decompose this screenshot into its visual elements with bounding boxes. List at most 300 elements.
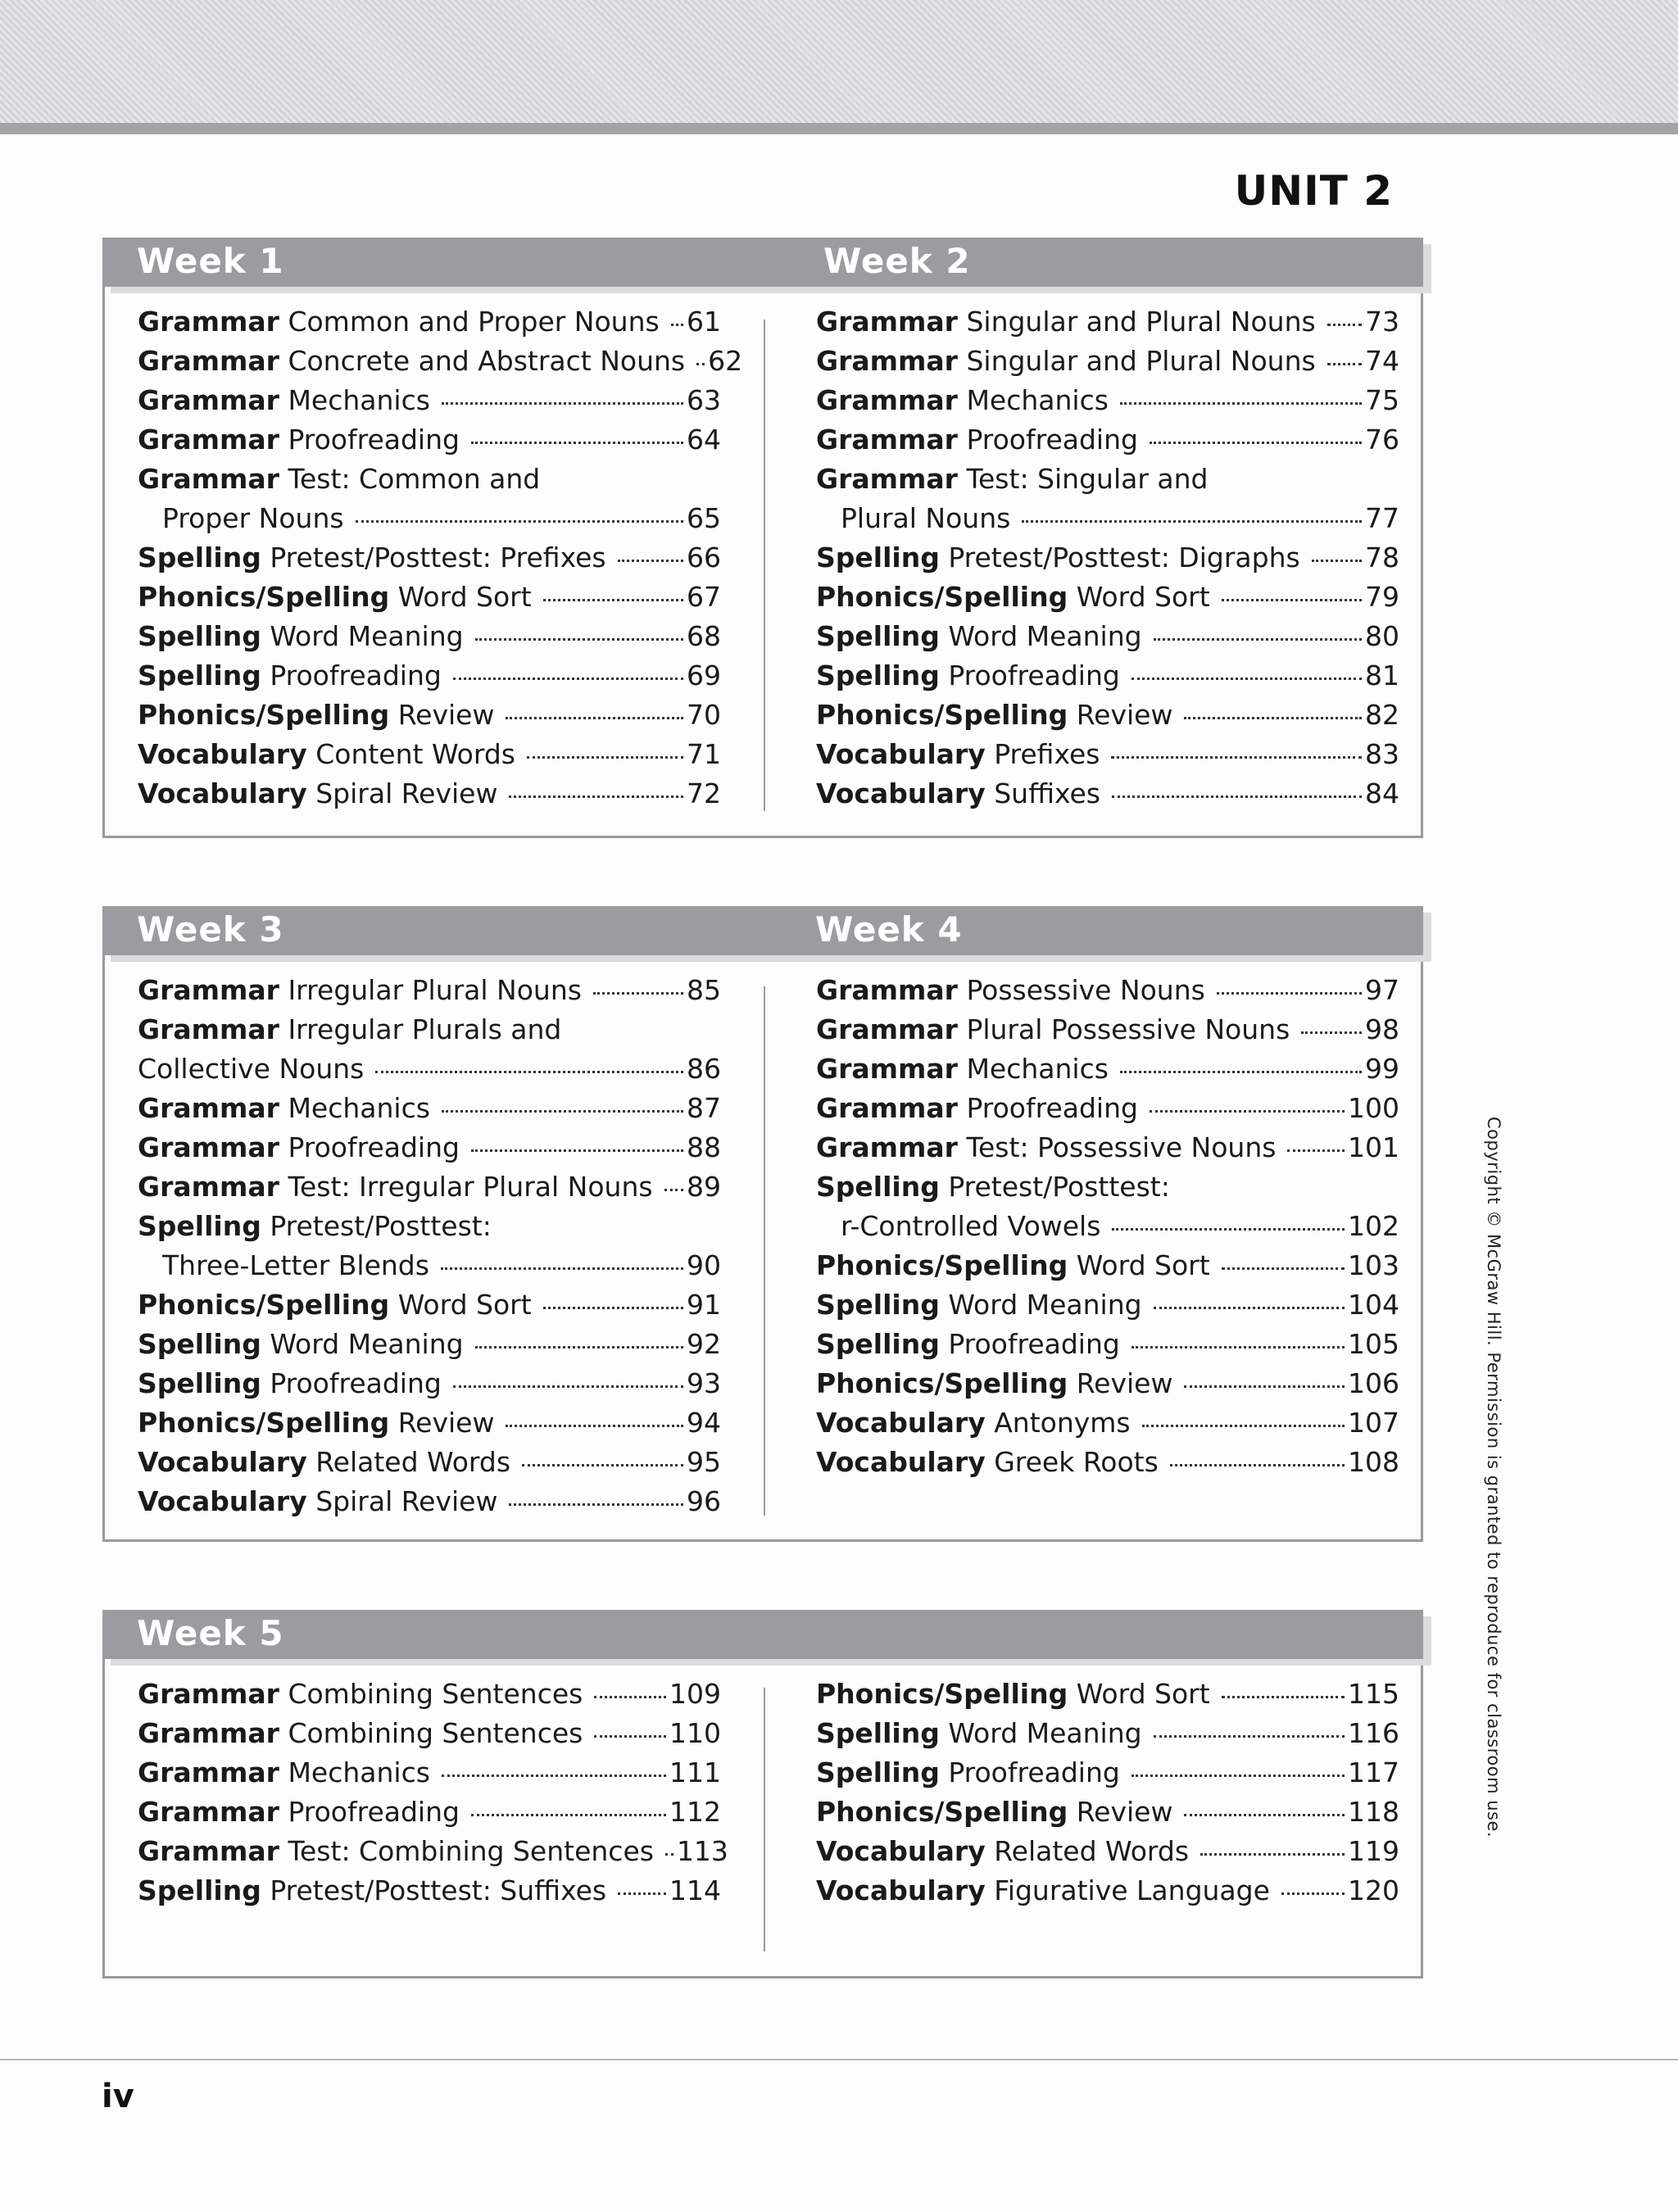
toc-entry bbox=[138, 1753, 721, 1793]
dot-leader bbox=[356, 519, 683, 523]
dot-leader bbox=[594, 1734, 666, 1738]
toc-entry-page: 98 bbox=[1365, 1013, 1399, 1045]
dot-leader bbox=[618, 558, 683, 562]
dot-leader bbox=[1327, 322, 1362, 326]
toc-entry bbox=[816, 460, 1399, 538]
toc-entry-category: Grammar bbox=[138, 1678, 279, 1710]
toc-entry-page: 77 bbox=[1365, 502, 1399, 534]
toc-entry-page: 117 bbox=[1348, 1756, 1399, 1788]
toc-entry-title: Test: Common and bbox=[288, 463, 541, 495]
toc-entry bbox=[816, 1246, 1399, 1285]
dot-leader bbox=[1184, 1384, 1345, 1388]
toc-entry-category: Grammar bbox=[816, 345, 958, 377]
toc-entry-title: Prefixes bbox=[994, 738, 1100, 770]
week-title: Week 2 bbox=[823, 241, 971, 281]
toc-entry-title: Irregular Plural Nouns bbox=[288, 974, 582, 1006]
toc-entry-category: Vocabulary bbox=[138, 1485, 307, 1517]
dot-leader bbox=[671, 322, 683, 326]
toc-entry-category: Phonics/Spelling bbox=[816, 699, 1068, 731]
toc-entry bbox=[816, 1832, 1399, 1871]
dot-leader bbox=[1132, 676, 1362, 680]
toc-entry-page: 105 bbox=[1348, 1328, 1399, 1360]
toc-entry-title: Proofreading bbox=[948, 660, 1120, 691]
toc-entry-page: 91 bbox=[687, 1289, 721, 1321]
toc-entry-title: Test: Possessive Nouns bbox=[966, 1131, 1277, 1163]
toc-entry bbox=[138, 460, 721, 538]
toc-entry-title: Mechanics bbox=[966, 384, 1109, 416]
toc-entry-page: 82 bbox=[1365, 699, 1399, 731]
dot-leader bbox=[1154, 1734, 1345, 1738]
dot-leader bbox=[1154, 637, 1362, 641]
toc-entry-page: 85 bbox=[687, 974, 721, 1006]
dot-leader bbox=[453, 676, 683, 680]
toc-entry bbox=[816, 1167, 1399, 1246]
toc-entry-category: Phonics/Spelling bbox=[138, 699, 390, 731]
week-box-3-4 bbox=[102, 906, 1423, 1542]
toc-entry-page: 61 bbox=[687, 306, 721, 338]
dot-leader bbox=[1120, 1069, 1362, 1073]
week-header bbox=[102, 906, 1423, 955]
toc-entry-category: Spelling bbox=[138, 1210, 261, 1242]
toc-column bbox=[138, 302, 743, 814]
toc-entry bbox=[816, 971, 1399, 1010]
toc-entry bbox=[816, 1403, 1399, 1443]
dot-leader bbox=[1301, 1030, 1362, 1034]
toc-column bbox=[816, 1675, 1399, 1911]
toc-entry-page: 114 bbox=[669, 1874, 721, 1906]
toc-entry-page: 110 bbox=[669, 1717, 721, 1749]
toc-entry-title: Word Sort bbox=[1076, 1678, 1210, 1710]
toc-entry-category: Phonics/Spelling bbox=[816, 1249, 1068, 1281]
toc-entry-title: Common and Proper Nouns bbox=[288, 306, 660, 338]
toc-entry-title: Pretest/Posttest: Suffixes bbox=[270, 1874, 607, 1906]
toc-entry-category: Grammar bbox=[816, 1013, 958, 1045]
toc-entry-title: Greek Roots bbox=[994, 1446, 1159, 1478]
toc-entry bbox=[816, 1714, 1399, 1753]
toc-entry-category: Vocabulary bbox=[816, 777, 986, 809]
toc-entry bbox=[138, 1325, 721, 1364]
toc-entry-title: Review bbox=[397, 1407, 495, 1439]
dot-leader bbox=[618, 1891, 666, 1895]
toc-entry-title: Word Meaning bbox=[270, 1328, 464, 1360]
toc-entry-title: Mechanics bbox=[966, 1053, 1109, 1085]
dot-leader bbox=[1287, 1148, 1345, 1152]
toc-entry-title: Review bbox=[397, 699, 495, 731]
toc-entry bbox=[816, 735, 1399, 774]
toc-entry-title: Word Meaning bbox=[270, 620, 464, 652]
toc-entry bbox=[138, 1443, 721, 1482]
toc-entry-page: 69 bbox=[687, 660, 721, 691]
toc-entry-title: Test: Combining Sentences bbox=[288, 1835, 654, 1867]
toc-entry-category: Vocabulary bbox=[816, 1446, 986, 1478]
dot-leader bbox=[1217, 990, 1362, 995]
toc-entry-category: Phonics/Spelling bbox=[816, 1367, 1068, 1399]
toc-entry-page: 74 bbox=[1365, 345, 1399, 377]
toc-entry-title: Mechanics bbox=[288, 1092, 430, 1124]
toc-entry-category: Spelling bbox=[816, 620, 940, 652]
toc-entry-page: 67 bbox=[687, 581, 721, 613]
toc-entry bbox=[138, 1364, 721, 1403]
toc-entry-category: Phonics/Spelling bbox=[138, 1289, 390, 1321]
dot-leader bbox=[442, 401, 683, 405]
toc-entry bbox=[138, 381, 721, 420]
toc-entry-page: 101 bbox=[1348, 1131, 1399, 1163]
toc-entry-page: 97 bbox=[1365, 974, 1399, 1006]
toc-entry-title: Pretest/Posttest: Prefixes bbox=[270, 542, 606, 573]
toc-entry-page: 102 bbox=[1348, 1210, 1399, 1242]
toc-entry bbox=[816, 420, 1399, 460]
week-title: Week 3 bbox=[137, 909, 284, 950]
toc-entry bbox=[138, 1010, 721, 1089]
week-header bbox=[102, 238, 1423, 287]
dot-leader bbox=[506, 715, 683, 719]
toc-entry-title: Concrete and Abstract Nouns bbox=[288, 345, 686, 377]
dot-leader bbox=[506, 1423, 683, 1427]
toc-entry bbox=[816, 696, 1399, 735]
dot-leader bbox=[471, 1148, 683, 1152]
toc-entry bbox=[138, 696, 721, 735]
toc-entry bbox=[138, 656, 721, 696]
toc-entry-page: 64 bbox=[687, 424, 721, 456]
toc-entry bbox=[138, 1285, 721, 1325]
dot-leader bbox=[509, 1502, 683, 1506]
dot-leader bbox=[527, 755, 683, 759]
toc-entry-category: Grammar bbox=[138, 1131, 279, 1163]
toc-entry-page: 65 bbox=[687, 502, 721, 534]
toc-entry-page: 72 bbox=[687, 777, 721, 809]
toc-entry-title: Possessive Nouns bbox=[966, 974, 1205, 1006]
dot-leader bbox=[1132, 1773, 1345, 1777]
toc-entry-title: Spiral Review bbox=[315, 777, 498, 809]
toc-entry-category: Vocabulary bbox=[816, 1874, 986, 1906]
toc-entry-category: Spelling bbox=[138, 1874, 261, 1906]
toc-entry-category: Vocabulary bbox=[138, 1446, 307, 1478]
toc-entry-title: Antonyms bbox=[994, 1407, 1131, 1439]
toc-entry bbox=[816, 656, 1399, 696]
toc-entry bbox=[816, 1089, 1399, 1128]
toc-entry bbox=[816, 342, 1399, 381]
toc-entry-page: 109 bbox=[669, 1678, 721, 1710]
week-title: Week 5 bbox=[137, 1613, 284, 1653]
toc-entry-category: Grammar bbox=[138, 384, 279, 416]
week-header bbox=[102, 1610, 1423, 1659]
toc-entry bbox=[816, 381, 1399, 420]
toc-entry-category: Spelling bbox=[138, 1367, 261, 1399]
toc-entry-title: Singular and Plural Nouns bbox=[966, 345, 1316, 377]
toc-entry-page: 119 bbox=[1348, 1835, 1399, 1867]
toc-entry-page: 73 bbox=[1365, 306, 1399, 338]
toc-entry-category: Grammar bbox=[816, 974, 958, 1006]
dot-leader bbox=[543, 597, 683, 601]
toc-entry-category: Grammar bbox=[816, 1131, 958, 1163]
toc-entry bbox=[816, 578, 1399, 617]
toc-entry-page: 100 bbox=[1348, 1092, 1399, 1124]
dot-leader bbox=[442, 1108, 683, 1113]
toc-entry-page: 120 bbox=[1348, 1874, 1399, 1906]
toc-entry-title: Proofreading bbox=[966, 1092, 1138, 1124]
week-box-1-2 bbox=[102, 238, 1423, 838]
dot-leader bbox=[1200, 1852, 1345, 1856]
dot-leader bbox=[665, 1852, 673, 1856]
toc-entry-category: Phonics/Spelling bbox=[816, 1678, 1068, 1710]
toc-entry-page: 96 bbox=[687, 1485, 721, 1517]
toc-entry-title: Word Sort bbox=[1076, 581, 1210, 613]
toc-entry-page: 89 bbox=[687, 1171, 721, 1203]
dot-leader bbox=[1022, 519, 1362, 523]
toc-entry-title: Word Meaning bbox=[948, 620, 1142, 652]
toc-entry-title: Word Sort bbox=[1076, 1249, 1210, 1281]
dot-leader bbox=[696, 361, 705, 365]
toc-entry-category: Grammar bbox=[816, 463, 958, 495]
toc-entry-page: 107 bbox=[1348, 1407, 1399, 1439]
toc-entry-category: Vocabulary bbox=[816, 1835, 986, 1867]
dot-leader bbox=[664, 1187, 683, 1191]
toc-entry-title: Word Meaning bbox=[948, 1289, 1142, 1321]
toc-entry-page: 66 bbox=[687, 542, 721, 573]
toc-entry bbox=[138, 617, 721, 656]
toc-entry-category: Grammar bbox=[816, 1092, 958, 1124]
column-divider bbox=[764, 986, 765, 1516]
dot-leader bbox=[1154, 1305, 1345, 1309]
toc-entry bbox=[816, 1049, 1399, 1089]
toc-entry bbox=[816, 1010, 1399, 1049]
toc-entry-category: Grammar bbox=[138, 1835, 279, 1867]
toc-entry-category: Vocabulary bbox=[138, 777, 307, 809]
toc-entry-title: Proofreading bbox=[270, 660, 442, 691]
toc-entry-title: Proofreading bbox=[270, 1367, 442, 1399]
toc-entry bbox=[138, 302, 721, 342]
toc-entry bbox=[138, 1714, 721, 1753]
dot-leader bbox=[1222, 597, 1362, 601]
toc-entry-category: Spelling bbox=[816, 660, 940, 691]
toc-entry-title: Pretest/Posttest: bbox=[948, 1171, 1170, 1203]
dot-leader bbox=[1312, 558, 1362, 562]
toc-entry bbox=[816, 1675, 1399, 1714]
toc-entry-category: Vocabulary bbox=[816, 1407, 986, 1439]
toc-entry-page: 106 bbox=[1348, 1367, 1399, 1399]
toc-entry-category: Spelling bbox=[816, 1328, 940, 1360]
toc-entry bbox=[816, 538, 1399, 578]
toc-entry bbox=[138, 1675, 721, 1714]
toc-entry-page: 70 bbox=[687, 699, 721, 731]
week-title: Week 4 bbox=[815, 909, 963, 950]
toc-entry-title: Proofreading bbox=[966, 424, 1138, 456]
toc-entry bbox=[816, 1285, 1399, 1325]
toc-entry-category: Phonics/Spelling bbox=[138, 581, 390, 613]
toc-entry-title: Mechanics bbox=[288, 1756, 430, 1788]
toc-entry-title: Related Words bbox=[994, 1835, 1190, 1867]
toc-entry bbox=[138, 1871, 721, 1911]
toc-entry-page: 116 bbox=[1348, 1717, 1399, 1749]
dot-leader bbox=[1112, 794, 1362, 798]
toc-entry-title: Figurative Language bbox=[994, 1874, 1270, 1906]
toc-entry-title: Proofreading bbox=[948, 1756, 1120, 1788]
toc-entry-title: Combining Sentences bbox=[288, 1717, 583, 1749]
dot-leader bbox=[475, 637, 683, 641]
toc-entry-category: Spelling bbox=[138, 620, 261, 652]
toc-entry bbox=[138, 538, 721, 578]
toc-entry-page: 76 bbox=[1365, 424, 1399, 456]
toc-entry-category: Phonics/Spelling bbox=[816, 1796, 1068, 1828]
dot-leader bbox=[1184, 1812, 1345, 1816]
toc-entry-category: Spelling bbox=[816, 1756, 940, 1788]
toc-entry bbox=[138, 1403, 721, 1443]
dot-leader bbox=[453, 1384, 683, 1388]
top-rule bbox=[0, 123, 1678, 134]
toc-entry bbox=[138, 774, 721, 814]
dot-leader bbox=[1222, 1694, 1345, 1698]
column-divider bbox=[764, 1688, 765, 1951]
toc-entry-page: 81 bbox=[1365, 660, 1399, 691]
toc-entry-title: Word Sort bbox=[397, 1289, 532, 1321]
toc-entry-category: Grammar bbox=[138, 1796, 279, 1828]
toc-entry bbox=[816, 1325, 1399, 1364]
dot-leader bbox=[1184, 715, 1362, 719]
dot-leader bbox=[1222, 1266, 1345, 1270]
toc-entry-page: 68 bbox=[687, 620, 721, 652]
toc-entry bbox=[138, 1482, 721, 1521]
toc-entry-continuation: Three-Letter Blends bbox=[162, 1249, 429, 1281]
toc-entry-continuation: Proper Nouns bbox=[162, 502, 344, 534]
toc-entry-title: Plural Possessive Nouns bbox=[966, 1013, 1290, 1045]
dot-leader bbox=[1150, 1108, 1345, 1113]
toc-entry-title: Proofreading bbox=[948, 1328, 1120, 1360]
toc-entry-page: 92 bbox=[687, 1328, 721, 1360]
dot-leader bbox=[593, 990, 683, 995]
toc-entry-title: Singular and Plural Nouns bbox=[966, 306, 1316, 338]
dot-leader bbox=[1132, 1344, 1345, 1349]
toc-entry-title: Proofreading bbox=[288, 1796, 460, 1828]
dot-leader bbox=[1281, 1891, 1345, 1895]
toc-entry-continuation: Collective Nouns bbox=[138, 1053, 365, 1085]
toc-entry-category: Phonics/Spelling bbox=[138, 1407, 390, 1439]
toc-entry-category: Grammar bbox=[138, 424, 279, 456]
toc-entry-title: Proofreading bbox=[288, 1131, 460, 1163]
toc-entry-page: 113 bbox=[676, 1835, 728, 1867]
toc-entry-category: Spelling bbox=[138, 1328, 261, 1360]
toc-entry bbox=[816, 302, 1399, 342]
toc-entry-category: Vocabulary bbox=[816, 738, 986, 770]
toc-entry bbox=[138, 1089, 721, 1128]
toc-entry bbox=[816, 1753, 1399, 1793]
dot-leader bbox=[509, 794, 683, 798]
toc-entry-continuation: Plural Nouns bbox=[841, 502, 1011, 534]
toc-entry-page: 111 bbox=[669, 1756, 721, 1788]
dot-leader bbox=[1112, 1226, 1345, 1231]
toc-entry-category: Spelling bbox=[816, 1717, 940, 1749]
toc-entry-title: Word Meaning bbox=[948, 1717, 1142, 1749]
dot-leader bbox=[1142, 1423, 1345, 1427]
toc-entry-category: Grammar bbox=[816, 306, 958, 338]
toc-entry-category: Grammar bbox=[816, 384, 958, 416]
toc-entry-category: Grammar bbox=[138, 463, 279, 495]
toc-entry-title: Pretest/Posttest: Digraphs bbox=[948, 542, 1300, 573]
toc-entry-page: 79 bbox=[1365, 581, 1399, 613]
dot-leader bbox=[442, 1773, 666, 1777]
toc-entry-page: 87 bbox=[687, 1092, 721, 1124]
toc-entry-page: 86 bbox=[687, 1053, 721, 1085]
toc-entry-title: Test: Irregular Plural Nouns bbox=[288, 1171, 653, 1203]
toc-entry-page: 104 bbox=[1348, 1289, 1399, 1321]
toc-entry-page: 118 bbox=[1348, 1796, 1399, 1828]
toc-entry-page: 93 bbox=[687, 1367, 721, 1399]
copyright-notice: Copyright © McGraw Hill. Permission is granted to reproduce for classroom use. bbox=[1484, 1117, 1503, 1838]
toc-entry-title: Word Sort bbox=[397, 581, 532, 613]
toc-entry-category: Grammar bbox=[816, 424, 958, 456]
toc-entry-category: Grammar bbox=[816, 1053, 958, 1085]
toc-entry-page: 103 bbox=[1348, 1249, 1399, 1281]
toc-entry bbox=[138, 735, 721, 774]
toc-entry-page: 84 bbox=[1365, 777, 1399, 809]
toc-column bbox=[138, 971, 721, 1521]
toc-entry-title: Spiral Review bbox=[315, 1485, 498, 1517]
toc-entry bbox=[138, 1167, 721, 1207]
toc-entry-category: Spelling bbox=[816, 542, 940, 573]
toc-entry-title: Review bbox=[1076, 1796, 1173, 1828]
toc-entry-category: Grammar bbox=[138, 1717, 279, 1749]
toc-entry-page: 71 bbox=[687, 738, 721, 770]
toc-entry bbox=[816, 774, 1399, 814]
toc-entry bbox=[138, 420, 721, 460]
toc-entry-category: Grammar bbox=[138, 1013, 279, 1045]
dot-leader bbox=[441, 1266, 683, 1270]
toc-entry-page: 99 bbox=[1365, 1053, 1399, 1085]
toc-entry bbox=[138, 971, 721, 1010]
toc-column bbox=[816, 971, 1399, 1482]
toc-column bbox=[816, 302, 1399, 814]
dot-leader bbox=[1111, 755, 1362, 759]
dot-leader bbox=[1120, 401, 1362, 405]
toc-entry-category: Spelling bbox=[138, 660, 261, 691]
toc-entry-category: Spelling bbox=[816, 1289, 940, 1321]
dot-leader bbox=[522, 1462, 683, 1466]
week-title: Week 1 bbox=[137, 241, 284, 281]
unit-title: UNIT 2 bbox=[1234, 167, 1393, 215]
toc-entry-title: Mechanics bbox=[288, 384, 430, 416]
toc-entry-title: Irregular Plurals and bbox=[288, 1013, 562, 1045]
toc-entry-page: 95 bbox=[687, 1446, 721, 1478]
toc-entry bbox=[138, 1793, 721, 1832]
dot-leader bbox=[471, 1812, 666, 1816]
toc-entry-page: 88 bbox=[687, 1131, 721, 1163]
toc-entry-page: 83 bbox=[1365, 738, 1399, 770]
dot-leader bbox=[1170, 1462, 1345, 1466]
toc-entry-continuation: r-Controlled Vowels bbox=[841, 1210, 1101, 1242]
toc-entry-title: Test: Singular and bbox=[966, 463, 1209, 495]
dot-leader bbox=[543, 1305, 683, 1309]
dot-leader bbox=[475, 1344, 683, 1349]
toc-entry-page: 94 bbox=[687, 1407, 721, 1439]
dot-leader bbox=[471, 440, 683, 444]
week-box-5 bbox=[102, 1610, 1423, 1979]
dot-leader bbox=[594, 1694, 666, 1698]
dot-leader bbox=[375, 1069, 683, 1073]
toc-entry-title: Review bbox=[1076, 1367, 1173, 1399]
toc-entry bbox=[816, 1443, 1399, 1482]
toc-entry bbox=[816, 1364, 1399, 1403]
toc-entry bbox=[816, 1128, 1399, 1167]
toc-entry bbox=[138, 1207, 721, 1285]
toc-entry-page: 108 bbox=[1348, 1446, 1399, 1478]
toc-entry-category: Grammar bbox=[138, 1092, 279, 1124]
toc-entry-category: Spelling bbox=[138, 542, 261, 573]
toc-entry bbox=[138, 342, 743, 381]
toc-entry bbox=[816, 617, 1399, 656]
column-divider bbox=[764, 320, 765, 811]
toc-entry-page: 63 bbox=[687, 384, 721, 416]
toc-entry-category: Grammar bbox=[138, 1756, 279, 1788]
toc-entry-title: Review bbox=[1076, 699, 1173, 731]
